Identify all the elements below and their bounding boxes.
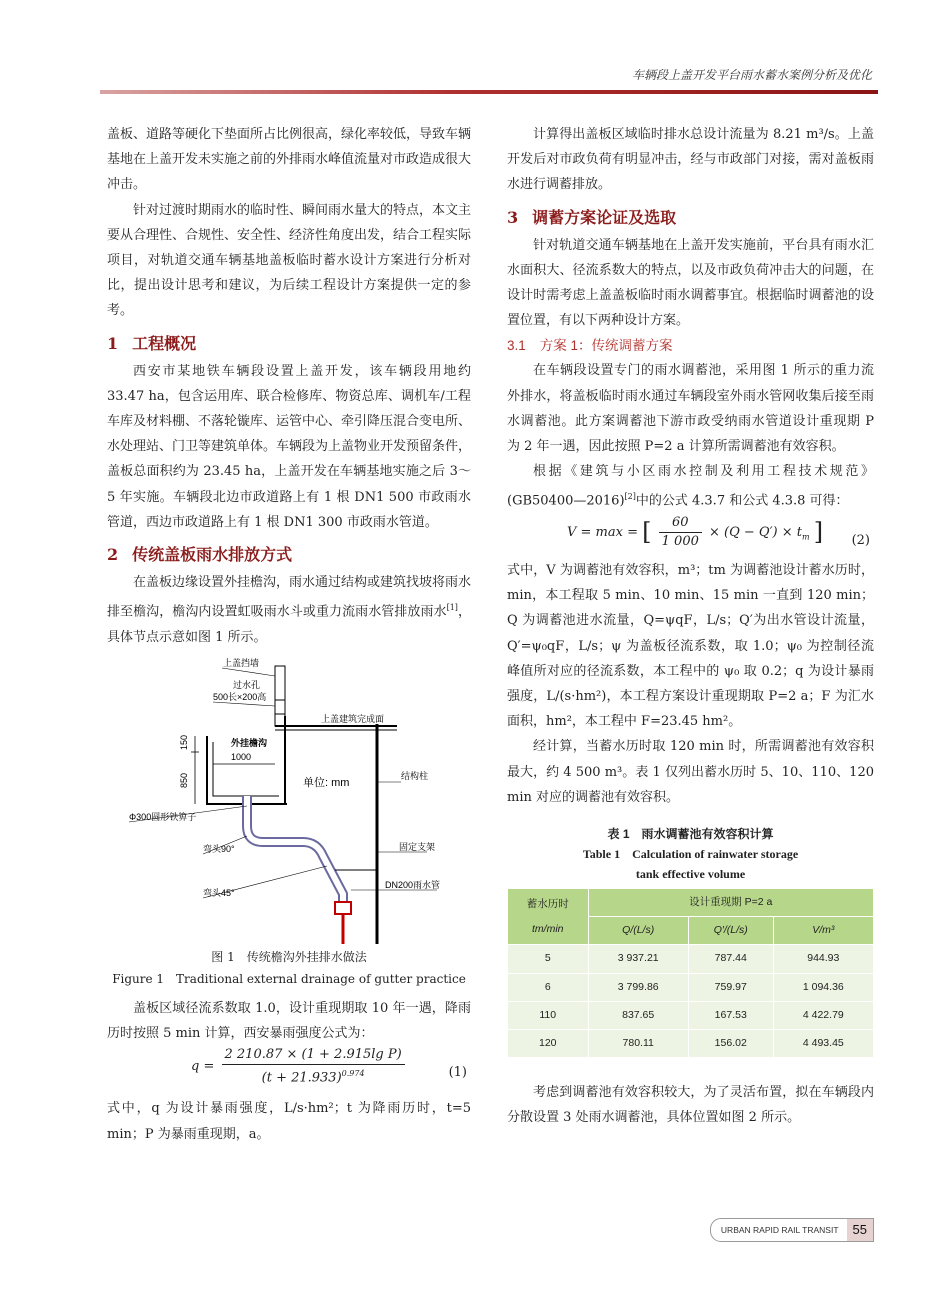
table-1-caption-en-2: tank effective volume (635, 867, 746, 881)
subsection-title: 方案 1：传统调蓄方案 (539, 338, 673, 354)
table-cell: 3 937.21 (588, 945, 688, 973)
subsection-heading-3-1 (507, 333, 874, 358)
section-number: 3 (507, 207, 519, 227)
section-heading-2 (107, 539, 471, 570)
figure-1-drawing (107, 656, 471, 946)
pipe-outlet (335, 902, 351, 914)
table-row (508, 973, 874, 1001)
paragraph (507, 459, 874, 514)
table-cell: 120 (508, 1030, 589, 1058)
table-cell: 780.11 (588, 1030, 688, 1058)
label-floor: 上盖建筑完成面 (321, 713, 385, 724)
table-row (508, 945, 874, 973)
bracket-right: ] (813, 517, 824, 546)
section-title: 工程概况 (132, 333, 197, 353)
table-header-group: 设计重现期 P=2 a (588, 889, 873, 917)
equation-body (567, 514, 823, 551)
parapet-wall (275, 666, 285, 726)
gutter-inner (213, 742, 279, 796)
text-run: ，具体节点示意如图 1 所示。 (107, 604, 471, 645)
gutter-label: 外挂檐沟 (231, 737, 268, 748)
paragraph: 在车辆段设置专门的雨水调蓄池，采用图 1 所示的重力流外排水，将盖板临时雨水通过车辆段室外雨水管网收集后接至雨水调蓄池。此方案调蓄池下游市政受纳雨水管道设计重现期 P 为 2 年一遇，因此按照 P=2 a 计算所需调蓄池有效容积。 (507, 363, 874, 455)
table-cell: 944.93 (773, 945, 873, 973)
table-cell: 6 (508, 973, 589, 1001)
drain-pipe-inner (247, 796, 343, 904)
equation-numerator: 60 (659, 514, 702, 533)
leader-line (203, 866, 327, 898)
paragraph: 式中，q 为设计暴雨强度，L/s·hm²；t 为降雨历时，t=5 min；P 为暴雨重现期，a。 (107, 1101, 471, 1142)
table-cell: 3 799.86 (588, 973, 688, 1001)
equation-exponent: 0.974 (341, 1069, 365, 1079)
dim-150-label: 150 (179, 734, 189, 750)
equation-subscript: m (801, 532, 810, 542)
paragraph: 西安市某地铁车辆段设置上盖开发，该车辆段用地约 33.47 ha，包含运用库、联合检修库、物资总库、调机车/工程车库及材料棚、不落轮镟库、运管中心、牵引降压混合变电所、水处理站、门卫等建筑单体。车辆段为上盖物业开发预留条件，盖板总面积约为 23.45 ha，上盖开发在车辆基地实施之后 3～5 年实施。车辆段北边市政道路上有 1 根 DN1 500 市政雨水管道，西边市政道路上有 1 根 DN1 300 市政雨水管道。 (107, 363, 472, 530)
label-unit: 单位: mm (303, 776, 350, 789)
paragraph: 计算得出盖板区域临时排水总设计流量为 8.21 m³/s。上盖开发后对市政负荷有明显冲击，经与市政部门对接，需对盖板雨水进行调蓄排放。 (507, 127, 874, 193)
table-cell: 4 422.79 (773, 1001, 873, 1029)
figure-1-caption-en: Figure 1 Traditional external drainage of gutter practice (112, 971, 466, 986)
footer-badge (710, 1218, 874, 1242)
equation-label: (2) (851, 532, 870, 548)
table-cell: 759.97 (688, 973, 773, 1001)
paragraph (107, 570, 471, 650)
citation: [1] (446, 603, 458, 613)
left-column (107, 122, 471, 1147)
paragraph: 考虑到调蓄池有效容积较大，为了灵活布置，拟在车辆段内分散设置 3 处雨水调蓄池，具体位置如图 2 所示。 (507, 1085, 874, 1126)
paragraph: 盖板区域径流系数取 1.0，设计重现期取 10 年一遇，降雨历时按照 5 min 计算，西安暴雨强度公式为： (107, 1000, 471, 1042)
table-cell: 787.44 (688, 945, 773, 973)
label-support: 固定支架 (399, 841, 436, 852)
equation-lhs: V = max = (567, 524, 638, 540)
table-cell: 156.02 (688, 1030, 773, 1058)
label-elbow90: 弯头90° (203, 843, 235, 854)
text-run: 中的公式 4.3.7 和公式 4.3.8 可得： (635, 493, 849, 509)
label-pipe: DN200雨水管 (385, 879, 441, 890)
equation-fraction (222, 1046, 405, 1087)
section-number: 2 (107, 545, 119, 565)
table-1 (507, 888, 874, 1058)
section-title: 传统盖板雨水排放方式 (132, 545, 293, 565)
table-row (508, 1030, 874, 1058)
journal-name: URBAN RAPID RAIL TRANSIT (720, 1225, 839, 1235)
table-header-col: Q′/(L/s) (688, 917, 773, 945)
overflow-hole (275, 700, 285, 714)
header-rule (100, 90, 878, 94)
equation-2 (507, 514, 874, 558)
text-run: 在盖板边缘设置外挂檐沟，雨水通过结构或建筑找坡将雨水排至檐沟，檐沟内设置虹吸雨水斗或重力流雨水管排放雨水 (107, 575, 472, 620)
page-number: 55 (847, 1219, 873, 1241)
equation-numerator: 2 210.87 × (1 + 2.915lg P) (222, 1046, 405, 1065)
header-label: 蓄水历时 (526, 897, 569, 910)
table-header-col: Q/(L/s) (588, 917, 688, 945)
equation-denominator (222, 1065, 405, 1087)
running-title: 车辆段上盖开发平台雨水蓄水案例分析及优化 (631, 68, 872, 82)
figure-1 (107, 656, 471, 946)
table-header-time (508, 889, 589, 945)
equation-den-base: (t + 21.933) (261, 1070, 342, 1086)
section-heading-3 (507, 202, 874, 233)
bracket-left: [ (642, 517, 652, 546)
section-number: 1 (107, 333, 119, 353)
equation-fraction (659, 514, 702, 551)
text-run: 根据《建筑与小区雨水控制及利用工程技术规范》(GB50400—2016) (507, 464, 874, 509)
leader-line (213, 702, 275, 706)
table-1-caption-cn: 表 1 雨水调蓄池有效容积计算 (607, 827, 774, 841)
label-column: 结构柱 (401, 770, 429, 781)
table-1-caption-en: Table 1 Calculation of rainwater storage (582, 847, 799, 861)
equation-label: (1) (448, 1065, 467, 1081)
equation-1 (107, 1046, 471, 1096)
equation-body (191, 1046, 408, 1087)
header-unit: tm/min (532, 922, 564, 935)
dim-850-label: 850 (179, 772, 189, 788)
leader-line (222, 668, 275, 676)
section-heading-1 (107, 328, 471, 359)
label-grate: Φ300圆形铁箅子 (129, 811, 197, 822)
label-elbow45: 弯头45° (203, 887, 235, 898)
paragraph: 针对过渡时期雨水的临时性、瞬间雨水量大的特点，本文主要从合理性、合规性、安全性、经济性角度出发，结合工程实际项目，对轨道交通车辆基地盖板临时蓄水设计方案进行分析对比，提出设计思考和建议，为后续工程设计方案提供一定的参考。 (107, 202, 472, 319)
figure-1-caption-cn: 图 1 传统檐沟外挂排水做法 (211, 949, 367, 964)
paragraph: 盖板、道路等硬化下垫面所占比例很高，绿化率较低，导致车辆基地在上盖开发未实施之前的外排雨水峰值流量对市政造成很大冲击。 (107, 127, 472, 193)
right-column (507, 122, 874, 1131)
table-cell: 837.65 (588, 1001, 688, 1029)
table-row (508, 1001, 874, 1029)
label-overflow: 过水孔 (233, 679, 261, 690)
equation-denominator: 1 000 (661, 533, 699, 549)
table-cell: 110 (508, 1001, 589, 1029)
section-title: 调蓄方案论证及选取 (532, 207, 677, 227)
subsection-number: 3.1 (507, 338, 526, 354)
label-overflow-size: 500长×200高 (213, 691, 267, 702)
drain-pipe (247, 796, 343, 904)
table-cell: 5 (508, 945, 589, 973)
table-1-block (507, 824, 874, 1058)
equation-lhs: q = (191, 1059, 215, 1075)
citation: [2] (624, 492, 636, 502)
table-header-col: V/m³ (773, 917, 873, 945)
label-parapet: 上盖挡墙 (223, 657, 260, 668)
paragraph: 针对轨道交通车辆基地在上盖开发实施前，平台具有雨水汇水面积大、径流系数大的特点，以及市政负荷冲击大的问题，在设计时需考虑上盖盖板临时雨水调蓄事宜。根据临时调蓄池的设置位置，有以下两种设计方案。 (507, 237, 874, 329)
table-cell: 4 493.45 (773, 1030, 873, 1058)
gutter-width-label: 1000 (231, 751, 252, 762)
table-cell: 1 094.36 (773, 973, 873, 1001)
paragraph: 式中，V 为调蓄池有效容积，m³；tm 为调蓄池设计蓄水历时，min，本工程取 5 min、10 min、15 min 一直到 120 min；Q 为调蓄池进水流量，Q=ψqF，L/s；Q′为出水管设计流量，Q′=ψ₀qF，L/s；ψ 为盖板径流系数，取 1.0；ψ₀ 为控制径流峰值所对应的径流系数，本工程中的 ψ₀ 取 0.2；q 为设计暴雨强度，L/(s·hm²)，本工程方案设计重现期取 P=2 a；F 为汇水面积，hm²，本工程中 F=23.45 hm²。 (507, 562, 874, 730)
paragraph: 经计算，当蓄水历时取 120 min 时，所需调蓄池有效容积最大，约 4 500 m³。表 1 仅列出蓄水历时 5、10、110、120 min 对应的调蓄池有效容积。 (507, 739, 874, 805)
equation-rest: × (Q − Q′) × t (709, 524, 802, 540)
table-cell: 167.53 (688, 1001, 773, 1029)
